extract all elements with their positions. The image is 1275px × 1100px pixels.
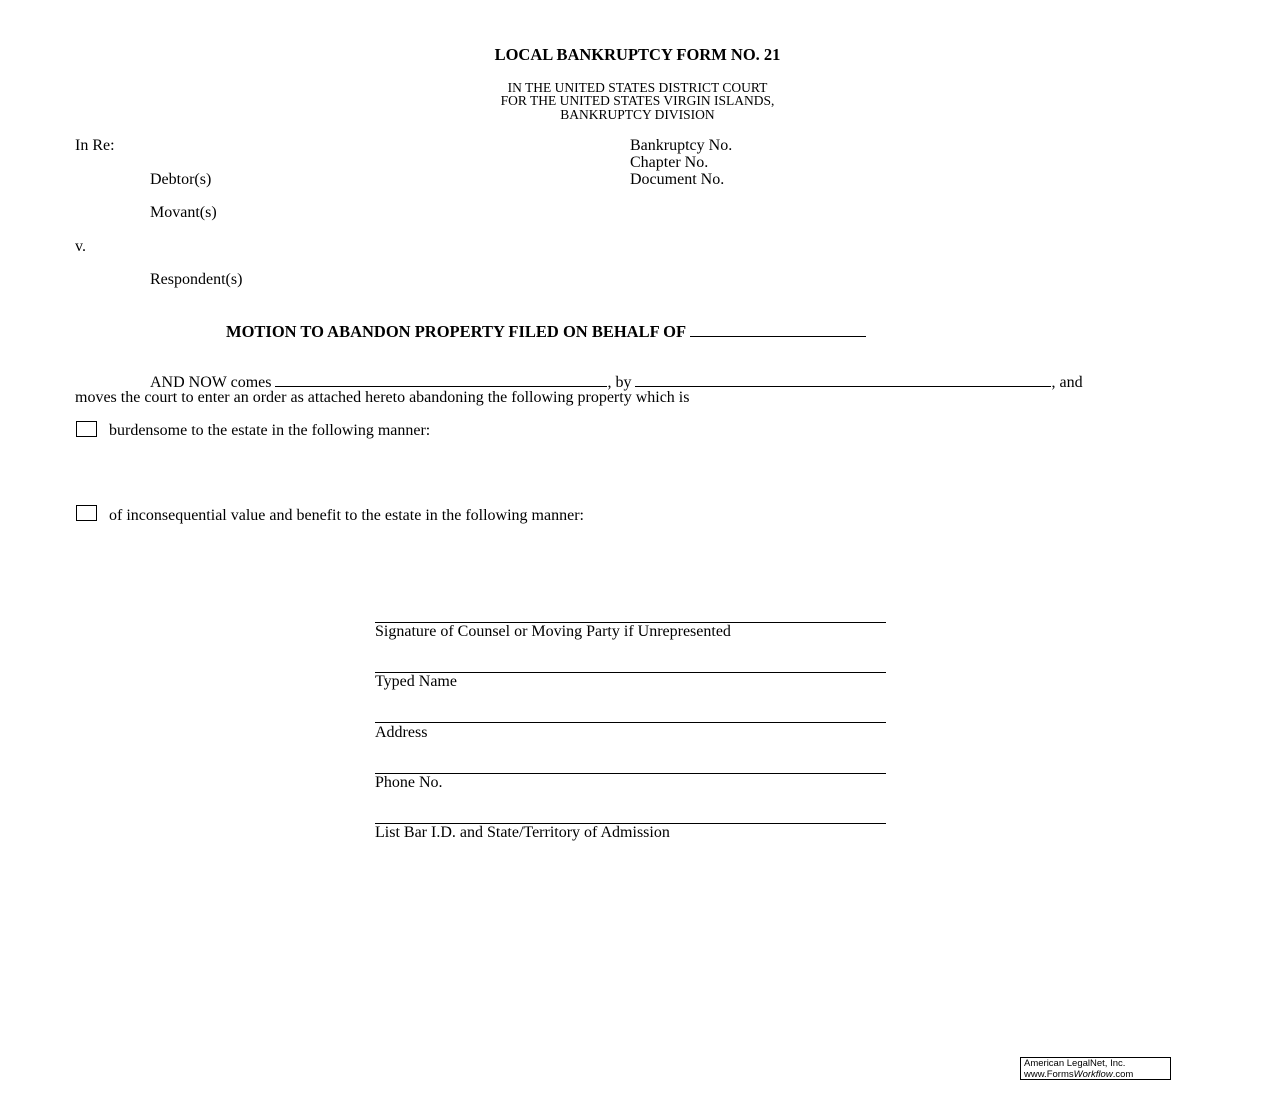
logo-prefix: www.Forms bbox=[1024, 1068, 1074, 1080]
logo-suffix: .com bbox=[1112, 1068, 1134, 1080]
court-line-2: FOR THE UNITED STATES VIRGIN ISLANDS, bbox=[500, 93, 775, 108]
address-line[interactable] bbox=[375, 722, 886, 723]
versus-label: v. bbox=[75, 238, 86, 255]
court-line-3: BANKRUPTCY DIVISION bbox=[560, 107, 715, 122]
bankruptcy-no-label: Bankruptcy No. bbox=[630, 137, 733, 154]
chapter-no-label: Chapter No. bbox=[630, 154, 709, 171]
address-label: Address bbox=[375, 724, 428, 741]
form-title: LOCAL BANKRUPTCY FORM NO. 21 bbox=[494, 45, 781, 64]
motion-title bbox=[226, 322, 866, 341]
counsel-name-blank[interactable] bbox=[635, 372, 1051, 387]
court-line-1: IN THE UNITED STATES DISTRICT COURT bbox=[507, 80, 768, 95]
debtor-label: Debtor(s) bbox=[150, 171, 212, 188]
logo-line-2 bbox=[1024, 1070, 1167, 1081]
in-re-label: In Re: bbox=[75, 137, 115, 154]
behalf-of-blank[interactable] bbox=[690, 322, 866, 337]
respondent-label: Respondent(s) bbox=[150, 271, 243, 288]
motion-title-text: MOTION TO ABANDON PROPERTY FILED ON BEHALF OF bbox=[226, 322, 686, 341]
bar-id-label: List Bar I.D. and State/Territory of Admission bbox=[375, 824, 670, 841]
burdensome-checkbox[interactable] bbox=[76, 421, 97, 437]
phone-line[interactable] bbox=[375, 773, 886, 774]
inconsequential-label: of inconsequential value and benefit to the estate in the following manner: bbox=[109, 507, 584, 524]
american-legalnet-logo bbox=[1020, 1057, 1171, 1080]
and-now-text: AND NOW comes bbox=[150, 374, 272, 391]
movant-label: Movant(s) bbox=[150, 204, 217, 221]
inconsequential-checkbox[interactable] bbox=[76, 505, 97, 521]
movant-name-blank[interactable] bbox=[275, 372, 607, 387]
document-no-label: Document No. bbox=[630, 171, 725, 188]
phone-label: Phone No. bbox=[375, 774, 443, 791]
signature-label: Signature of Counsel or Moving Party if Unrepresented bbox=[375, 623, 731, 640]
by-text: , by bbox=[607, 374, 632, 391]
logo-line-1: American LegalNet, Inc. bbox=[1024, 1058, 1126, 1069]
burdensome-label: burdensome to the estate in the following manner: bbox=[109, 422, 431, 439]
logo-italic: Workflow bbox=[1073, 1068, 1113, 1080]
and-text: , and bbox=[1051, 374, 1083, 391]
typed-name-label: Typed Name bbox=[375, 673, 457, 690]
body-line-2: moves the court to enter an order as attached hereto abandoning the following property which is bbox=[75, 389, 690, 406]
